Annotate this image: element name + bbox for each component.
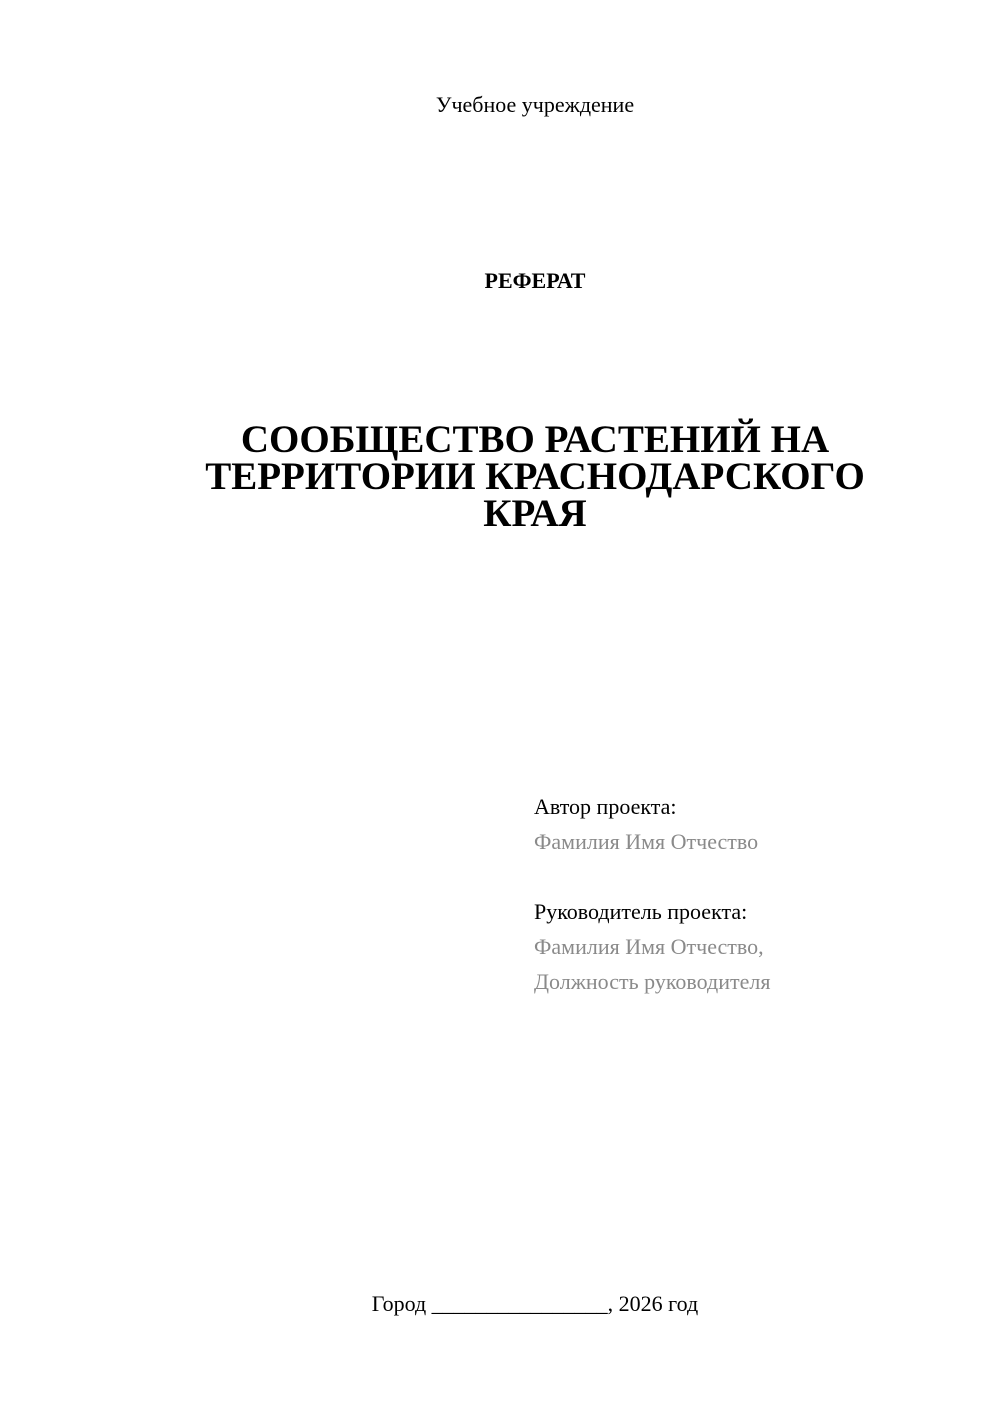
- document-type: РЕФЕРАТ: [484, 268, 586, 293]
- supervisor-label: Руководитель проекта:: [534, 899, 748, 924]
- supervisor-position: Должность руководителя: [534, 969, 771, 994]
- author-label: Автор проекта:: [534, 794, 677, 819]
- credits-block: [534, 789, 770, 999]
- author-name: Фамилия Имя Отчество: [534, 829, 759, 854]
- title-line-2: ТЕРРИТОРИИ КРАСНОДАРСКОГО: [205, 455, 865, 498]
- title-line-3: КРАЯ: [483, 492, 587, 535]
- title-line-1: СООБЩЕСТВО РАСТЕНИЙ НА: [240, 418, 830, 461]
- city-year-line: Город ________________, 2026 год: [371, 1291, 699, 1316]
- document-title: [0, 418, 1000, 535]
- institution-name: Учебное учреждение: [435, 92, 635, 117]
- supervisor-name: Фамилия Имя Отчество,: [534, 934, 764, 959]
- credits-spacer: [534, 859, 770, 894]
